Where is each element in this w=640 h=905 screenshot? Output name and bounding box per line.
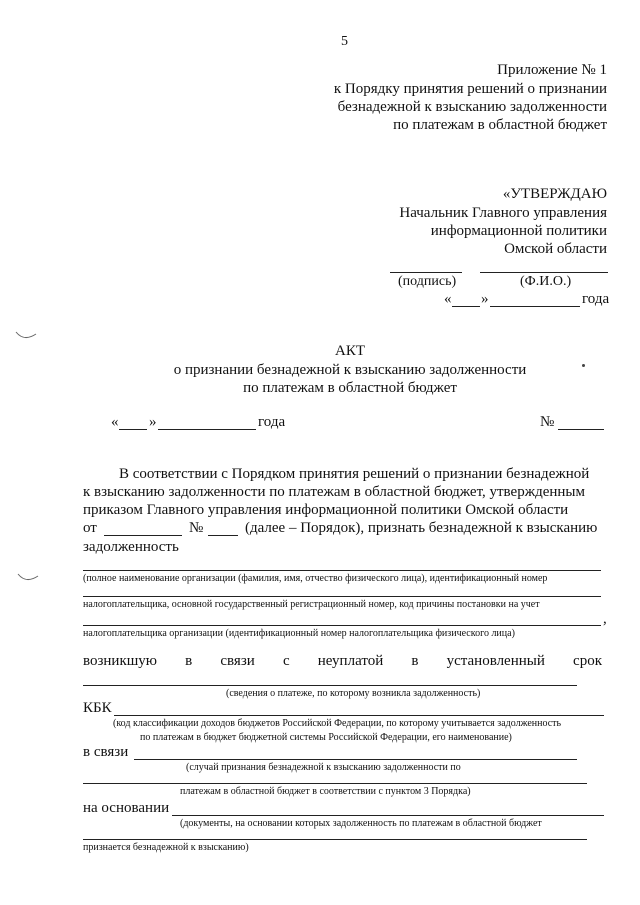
scan-mark-2 <box>16 570 42 588</box>
arising-word: установленный <box>446 653 545 669</box>
arising-word: возникшую <box>83 653 158 669</box>
body-line-1: В соответствии с Порядком принятия решений о признании безнадежной <box>119 466 590 482</box>
arising-row <box>83 653 602 670</box>
signature-line[interactable] <box>390 272 462 273</box>
act-number-label: № <box>540 414 555 430</box>
kbk-field[interactable] <box>114 715 604 716</box>
body-from: от <box>83 520 97 536</box>
org-comma: , <box>603 611 607 627</box>
basis-field[interactable] <box>172 815 604 816</box>
org-name-field[interactable] <box>83 570 601 571</box>
name-line[interactable] <box>480 272 608 273</box>
act-subtitle-2: по платежам в областной бюджет <box>243 380 457 396</box>
org-inn-field[interactable] <box>83 625 601 626</box>
act-date-year: года <box>258 414 286 430</box>
name-caption: (Ф.И.О.) <box>520 274 572 289</box>
order-date-field[interactable] <box>104 535 182 536</box>
arising-word: в <box>185 653 193 669</box>
org-caption-3: налогоплательщика организации (идентификационный номер налогоплательщика физического лица) <box>83 628 515 639</box>
body-line-4-rest: (далее – Порядок), признать безнадежной к взысканию <box>245 520 598 536</box>
payment-field[interactable] <box>83 685 577 686</box>
due-label: в связи <box>83 744 129 760</box>
act-title: АКТ <box>335 343 365 359</box>
basis-label: на основании <box>83 800 170 816</box>
appendix-line-2: к Порядку принятия решений о признании <box>333 81 607 97</box>
body-line-2: к взысканию задолженности по платежам в областной бюджет, утвержденным <box>83 484 585 500</box>
act-month-field[interactable] <box>158 429 256 430</box>
org-id-field[interactable] <box>83 596 601 597</box>
act-subtitle-1: о признании безнадежной к взысканию задолженности <box>173 362 527 378</box>
basis-caption-2: признается безнадежной к взысканию) <box>83 842 249 853</box>
kbk-label: КБК <box>83 700 112 716</box>
kbk-caption-1: (код классификации доходов бюджетов Российской Федерации, по которому учитывается задолженность <box>113 718 562 729</box>
approval-date-mid: » <box>481 291 489 307</box>
appendix-line-3: безнадежной к взысканию задолженности <box>337 99 607 115</box>
scan-dot <box>582 364 585 367</box>
act-date-open: « <box>111 414 119 430</box>
act-date-mid: » <box>149 414 157 430</box>
body-line-5: задолженность <box>83 539 179 555</box>
payment-caption: (сведения о платеже, по которому возникла задолженность) <box>226 688 481 699</box>
approval-line-1: Начальник Главного управления <box>399 205 607 221</box>
approval-date-year: года <box>582 291 610 307</box>
due-field[interactable] <box>134 759 577 760</box>
arising-word: связи <box>220 653 255 669</box>
body-line-3: приказом Главного управления информационной политики Омской области <box>83 502 569 518</box>
scan-mark-1 <box>14 328 40 346</box>
basis-field-2[interactable] <box>83 839 587 840</box>
arising-word: в <box>411 653 419 669</box>
act-day-field[interactable] <box>119 429 147 430</box>
basis-caption-1: (документы, на основании которых задолженность по платежам в областной бюджет <box>180 818 542 829</box>
arising-word: с <box>282 653 290 669</box>
approval-date-open: « <box>444 291 452 307</box>
appendix-line-1: Приложение № 1 <box>497 62 607 78</box>
org-caption-2: налогоплательщика, основной государственный регистрационный номер, код причины постановки на учет <box>83 599 540 610</box>
appendix-line-4: по платежам в областной бюджет <box>393 117 607 133</box>
act-number-field[interactable] <box>558 429 604 430</box>
page-number: 5 <box>341 34 348 49</box>
signature-caption: (подпись) <box>398 274 457 289</box>
arising-word: срок <box>573 653 602 669</box>
approval-line-3: Омской области <box>504 241 607 257</box>
body-no: № <box>189 520 204 536</box>
order-number-field[interactable] <box>208 535 238 536</box>
approval-line-2: информационной политики <box>430 223 607 239</box>
approval-month-field[interactable] <box>490 306 580 307</box>
arising-word: неуплатой <box>317 653 384 669</box>
due-caption-2: платежам в областной бюджет в соответствии с пунктом 3 Порядка) <box>180 786 471 797</box>
kbk-caption-2: по платежам в бюджет бюджетной системы Российской Федерации, его наименование) <box>140 732 512 743</box>
due-caption-1: (случай признания безнадежной к взысканию задолженности по <box>186 762 461 773</box>
approval-title: «УТВЕРЖДАЮ <box>502 186 607 202</box>
approval-day-field[interactable] <box>452 306 480 307</box>
due-field-2[interactable] <box>83 783 587 784</box>
org-caption-1: (полное наименование организации (фамилия, имя, отчество физического лица), идентификационный номер <box>83 573 548 584</box>
